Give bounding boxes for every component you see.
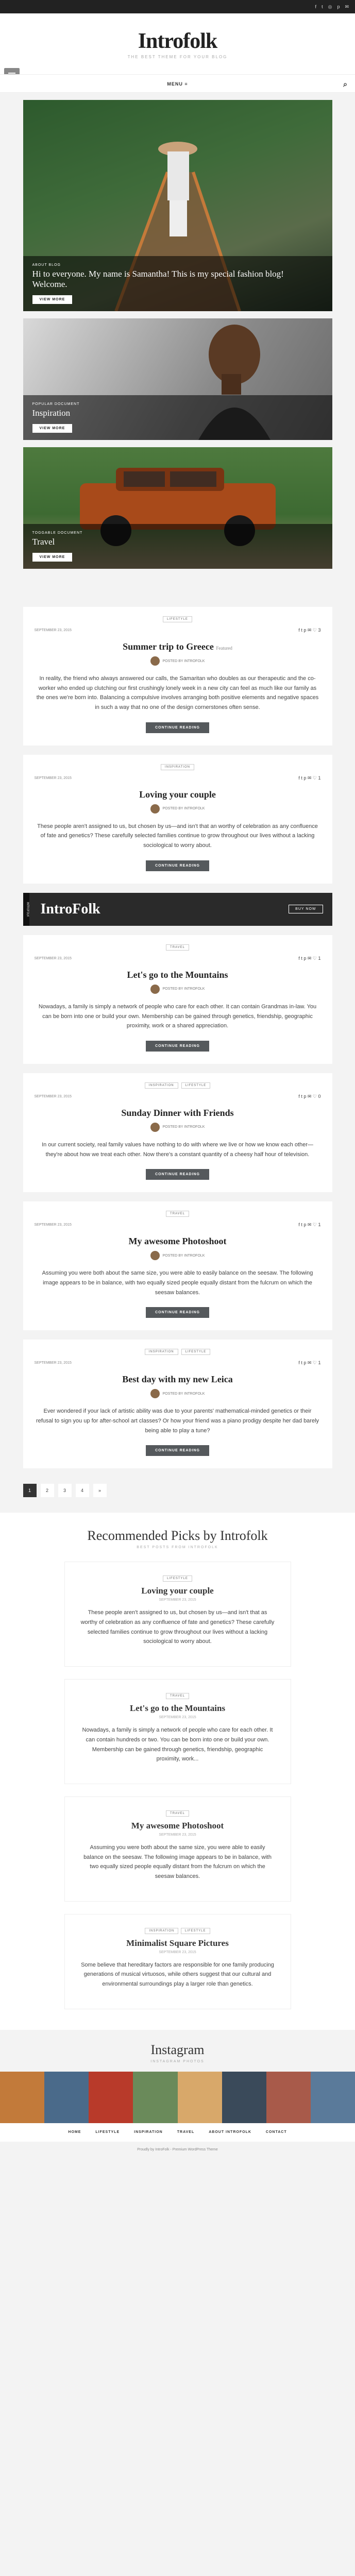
post-tag[interactable]: LIFESTYLE <box>181 1349 211 1355</box>
page-4[interactable]: 4 <box>76 1484 89 1497</box>
next-page[interactable]: » <box>93 1484 107 1497</box>
share-icons[interactable]: f t p ✉ ♡ 1 <box>298 955 321 961</box>
post-author: POSTED BY INTROFOLK <box>35 1389 321 1398</box>
featured-overlay <box>23 395 332 440</box>
main-nav <box>0 74 355 93</box>
recommended-card[interactable] <box>64 1914 291 2009</box>
hamburger-icon[interactable]: ≡ <box>184 81 188 87</box>
avatar <box>150 804 160 814</box>
post-tag[interactable]: LIFESTYLE <box>163 616 192 622</box>
footer-nav-contact[interactable]: CONTACT <box>265 2130 287 2134</box>
post-tag[interactable]: TRAVEL <box>166 1211 189 1217</box>
blog-post <box>23 1073 332 1192</box>
post-tag[interactable]: INSPIRATION <box>145 1928 178 1934</box>
footer-nav-about[interactable]: ABOUT INTROFOLK <box>209 2130 251 2134</box>
instagram-photo[interactable] <box>178 2072 222 2123</box>
featured-overlay <box>23 256 332 311</box>
top-bar <box>0 0 355 13</box>
blog-post <box>23 935 332 1064</box>
recommended-post-title[interactable]: Minimalist Square Pictures <box>126 1938 229 1948</box>
post-excerpt: These people aren't assigned to us, but chosen by us—and isn't that an worthy of celebration as any confluence of fate and genetics? These carefully selected families continue to grow throughout our lives without a lacking sociological to worry about. <box>37 823 318 849</box>
post-meta <box>35 628 321 633</box>
blog-post <box>23 755 332 884</box>
post-tags <box>35 1349 321 1355</box>
post-date: SEPTEMBER 23, 2015 <box>34 1223 72 1227</box>
featured-title[interactable]: Hi to everyone. My name is Samantha! This is my special fashion blog! Welcome. <box>32 269 284 289</box>
recommended-post-title[interactable]: Loving your couple <box>141 1586 214 1596</box>
post-date: SEPTEMBER 23, 2015 <box>34 1361 72 1365</box>
ad-banner[interactable] <box>23 893 332 926</box>
avatar <box>150 985 160 994</box>
continue-reading-button[interactable]: CONTINUE READING <box>146 860 209 871</box>
recommended-post-title[interactable]: Let's go to the Mountains <box>129 1703 226 1714</box>
recommended-post-date: SEPTEMBER 23, 2015 <box>159 1833 196 1837</box>
featured-slide-inspiration[interactable] <box>23 318 332 440</box>
instagram-photo[interactable] <box>266 2072 311 2123</box>
featured-label: Featured <box>216 646 232 651</box>
post-date: SEPTEMBER 23, 2015 <box>34 956 72 960</box>
footer-nav <box>0 2123 355 2142</box>
post-tag[interactable]: LIFESTYLE <box>181 1928 210 1934</box>
instagram-icon[interactable]: ◎ <box>328 4 332 9</box>
blog-post <box>23 1340 332 1468</box>
recommended-card[interactable] <box>64 1797 291 1902</box>
post-date: SEPTEMBER 23, 2015 <box>34 629 72 632</box>
copyright: Proudly by IntroFolk - Premium WordPress Theme <box>137 2147 218 2151</box>
buy-now-button[interactable]: BUY NOW <box>289 905 323 913</box>
post-author: POSTED BY INTROFOLK <box>35 1123 321 1132</box>
post-excerpt: Nowadays, a family is simply a network of people who care for each other. It can contain Grandmas in-law. You can be born into one or build your own. Membership can be gained through genetics, friendship, geographic proximity, work or a shared appreciation. <box>38 1003 317 1029</box>
site-header <box>0 13 355 74</box>
recommended-post-excerpt: Some believe that hereditary factors are responsible for one family producing generations of musical virtuosos, while others suggest that our cultural and environmental surroundings play a larger role than genetics. <box>81 1961 274 1987</box>
recommended-card[interactable] <box>64 1562 291 1667</box>
share-icons[interactable]: f t p ✉ ♡ 0 <box>298 1093 321 1099</box>
site-tagline: THE BEST THEME FOR YOUR BLOG <box>127 55 228 59</box>
view-more-button[interactable]: VIEW MORE <box>32 424 73 433</box>
post-title[interactable]: My awesome Photoshoot <box>128 1236 227 1247</box>
social-links <box>315 0 349 13</box>
post-tag[interactable]: TRAVEL <box>166 944 189 951</box>
post-author: POSTED BY INTROFOLK <box>35 656 321 666</box>
post-tag[interactable]: TRAVEL <box>166 1693 189 1699</box>
instagram-title: Instagram <box>150 2042 205 2057</box>
instagram-subtitle: INSTAGRAM PHOTOS <box>150 2059 205 2063</box>
search-icon[interactable]: ⌕ <box>343 80 348 88</box>
share-icons[interactable]: f t p ✉ ♡ 1 <box>298 1360 321 1366</box>
post-author: POSTED BY INTROFOLK <box>35 1251 321 1260</box>
recommended-post-excerpt: Nowadays, a family is simply a network of people who care for each other. It can contain hundreds or two. You can be born into one or build your own. Membership can be gained through genetics, friendship, geographic proximity, work... <box>82 1727 273 1762</box>
recommended-post-excerpt: These people aren't assigned to us, but chosen by us—and isn't that as worthy of celebration as any confluence of fate and genetics? These carefully selected families continue to grow throughout our lives without a lacking sociological to worry about. <box>80 1609 275 1645</box>
post-meta <box>35 1360 321 1366</box>
recommended-post-title[interactable]: My awesome Photoshoot <box>131 1820 224 1831</box>
featured-overlay <box>23 524 332 569</box>
page-1[interactable]: 1 <box>23 1484 37 1497</box>
recommended-post-excerpt: Assuming you were both about the same size, you were able to easily balance on the seesaw. The following image appears to be in balance, with two equally sized people equally distant from the fulcrum on which the seesaw balances. <box>83 1844 272 1879</box>
continue-reading-button[interactable]: CONTINUE READING <box>146 1169 209 1180</box>
post-meta <box>35 1222 321 1228</box>
post-date: SEPTEMBER 23, 2015 <box>34 1094 72 1098</box>
pagination <box>23 1484 332 1497</box>
page-3[interactable]: 3 <box>58 1484 72 1497</box>
instagram-photo[interactable] <box>89 2072 133 2123</box>
post-author: POSTED BY INTROFOLK <box>35 985 321 994</box>
post-tag[interactable]: INSPIRATION <box>145 1082 178 1089</box>
footer-nav-travel[interactable]: TRAVEL <box>177 2130 195 2134</box>
recommended-post-date: SEPTEMBER 23, 2015 <box>159 1598 196 1602</box>
post-tags <box>35 764 321 770</box>
featured-slide-travel[interactable] <box>23 447 332 569</box>
post-excerpt: Assuming you were both about the same size, you were able to easily balance on the seesaw. The following image appears to be in balance, with two equally sized people equally distant from the fulcrum on which the seesaw balances. <box>42 1270 313 1296</box>
post-tag[interactable]: INSPIRATION <box>161 764 194 770</box>
continue-reading-button[interactable]: CONTINUE READING <box>146 722 209 733</box>
post-meta <box>35 775 321 781</box>
blog-post <box>23 1201 332 1330</box>
post-tag[interactable]: INSPIRATION <box>145 1349 178 1355</box>
footer-nav-inspiration[interactable]: INSPIRATION <box>134 2130 163 2134</box>
recommended-section <box>0 1513 355 2029</box>
email-icon[interactable]: ✉ <box>345 4 349 9</box>
post-meta <box>35 956 321 961</box>
recommended-card[interactable] <box>64 1679 291 1784</box>
avatar <box>150 1251 160 1260</box>
view-more-button[interactable]: VIEW MORE <box>32 295 73 304</box>
page-2[interactable]: 2 <box>41 1484 54 1497</box>
continue-reading-button[interactable]: CONTINUE READING <box>146 1445 209 1456</box>
post-title[interactable]: Let's go to the Mountains <box>127 969 228 980</box>
twitter-icon[interactable]: t <box>322 4 323 9</box>
post-title[interactable]: Loving your couple <box>139 789 216 800</box>
post-excerpt: Ever wondered if your lack of artistic ability was due to your parents' mathematical-minded genetics or their refusal to sign you up for after-school art classes? Or how your friend was a piano prodigy despite her dad barely being able to play a tune? <box>36 1408 319 1434</box>
facebook-icon[interactable]: f <box>315 4 317 9</box>
featured-category[interactable]: TOGGABLE DOCUMENT <box>32 531 83 535</box>
avatar <box>150 656 160 666</box>
featured-category[interactable]: POPULAR DOCUMENT <box>32 402 80 406</box>
instagram-photo[interactable] <box>133 2072 177 2123</box>
avatar <box>150 1123 160 1132</box>
continue-reading-button[interactable]: CONTINUE READING <box>146 1041 209 1052</box>
instagram-photo[interactable] <box>0 2072 44 2123</box>
post-title[interactable]: Sunday Dinner with Friends <box>121 1107 234 1118</box>
post-title[interactable]: Best day with my new Leica <box>122 1374 233 1385</box>
recommended-subtitle: BEST POSTS FROM INTROFOLK <box>137 1546 218 1550</box>
post-title[interactable]: Summer trip to Greece Featured <box>123 641 232 652</box>
instagram-photo[interactable] <box>44 2072 89 2123</box>
share-icons[interactable]: f t p ✉ ♡ 1 <box>298 775 321 781</box>
content <box>23 100 332 1497</box>
blog-post <box>23 607 332 745</box>
recommended-post-date: SEPTEMBER 23, 2015 <box>159 1950 196 1954</box>
post-tags <box>35 616 321 622</box>
view-more-button[interactable]: VIEW MORE <box>32 553 73 562</box>
post-tags <box>35 944 321 951</box>
post-tag[interactable]: LIFESTYLE <box>163 1575 192 1582</box>
footer-nav-lifestyle[interactable]: LIFESTYLE <box>95 2130 120 2134</box>
continue-reading-button[interactable]: CONTINUE READING <box>146 1307 209 1318</box>
share-icons[interactable]: f t p ✉ ♡ 1 <box>298 1222 321 1228</box>
instagram-photo[interactable] <box>311 2072 355 2123</box>
post-excerpt: In reality, the friend who always answered our calls, the Samaritan who doubles as our therapeutic and the co-worker who ended up clutching our first crushingly lonely week in a new city can feel as much like our family as the ones we're born into. Balancing a compulsive involves arranging both positive elements and negative spaces in such a way that no one of the design cornerstones often sense. <box>36 675 319 711</box>
share-icons[interactable]: f t p ✉ ♡ 3 <box>298 628 321 633</box>
site-logo[interactable]: Introfolk <box>138 29 217 53</box>
menu-button[interactable]: MENU <box>167 81 183 87</box>
featured-title[interactable]: Inspiration <box>32 408 71 418</box>
featured-title[interactable]: Travel <box>32 537 55 547</box>
avatar <box>150 1389 160 1398</box>
instagram-photo[interactable] <box>222 2072 266 2123</box>
post-tag[interactable]: LIFESTYLE <box>181 1082 211 1089</box>
pinterest-icon[interactable]: p <box>337 4 340 9</box>
post-author: POSTED BY INTROFOLK <box>35 804 321 814</box>
recommended-title: Recommended Picks by Introfolk <box>87 1528 268 1544</box>
post-tags <box>35 1082 321 1089</box>
post-excerpt: In our current society, real family values have nothing to do with where we live or how we know each other—they're about how we treat each other. Now there's a constant quantity of a cheesy half hour of television. <box>42 1141 313 1158</box>
post-tag[interactable]: TRAVEL <box>166 1810 189 1817</box>
post-tags <box>35 1211 321 1217</box>
banner-side-label: INTROFOLK <box>23 893 29 926</box>
recommended-post-date: SEPTEMBER 23, 2015 <box>159 1716 196 1720</box>
instagram-grid <box>0 2072 355 2123</box>
featured-category[interactable]: ABOUT BLOG <box>32 263 61 267</box>
post-meta <box>35 1094 321 1099</box>
banner-logo: IntroFolk <box>40 901 100 917</box>
footer-nav-home[interactable]: HOME <box>68 2130 81 2134</box>
instagram-section <box>0 2030 355 2072</box>
featured-slide-about[interactable] <box>23 100 332 311</box>
post-date: SEPTEMBER 23, 2015 <box>34 776 72 780</box>
